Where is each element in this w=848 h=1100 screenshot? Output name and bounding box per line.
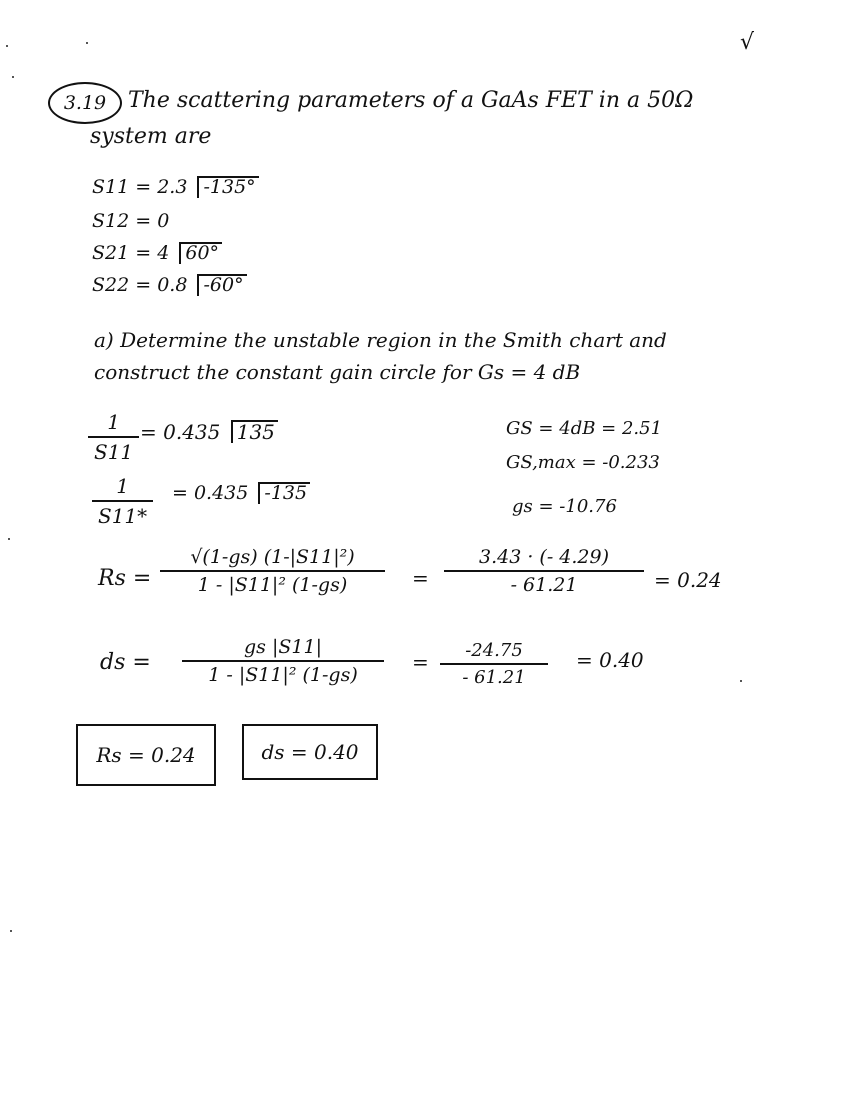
fraction-bar [440, 663, 548, 665]
fraction-bar [88, 436, 139, 438]
s11-row [92, 176, 259, 198]
inv-s11-conj-fraction [92, 474, 153, 528]
inv-s11-value-row [140, 420, 278, 444]
gs-norm-line: gs = -10.76 [512, 496, 617, 517]
rs-denominator: 1 - |S11|² (1-gs) [197, 574, 348, 596]
inv-s11-value: = 0.435 [140, 420, 221, 444]
fraction-bar [92, 500, 153, 502]
rs-result: = 0.24 [654, 568, 722, 592]
s22-value: = 0.8 [135, 274, 188, 296]
scan-speck [6, 45, 8, 47]
s22-label: S22 [92, 274, 130, 296]
s11-value: = 2.3 [135, 176, 188, 198]
ds-numeric-num: -24.75 [465, 640, 523, 661]
intro-line-2: system are [90, 124, 212, 149]
intro-line-1: The scattering parameters of a GaAs FET in a 50Ω [128, 88, 694, 113]
inv-s11-den: S11 [94, 440, 134, 464]
ds-fraction [182, 636, 384, 686]
ds-numeric-fraction [440, 640, 548, 688]
inv-s11-num: 1 [107, 410, 120, 434]
ds-denominator: 1 - |S11|² (1-gs) [208, 664, 358, 686]
s12-label: S12 [92, 210, 130, 232]
inv-s11-conj-value: = 0.435 [172, 482, 249, 504]
gs-max-line: GS,max = -0.233 [506, 452, 660, 473]
s12-value: = 0 [135, 210, 170, 232]
ds-equals: = [412, 650, 429, 674]
s22-row [92, 274, 247, 296]
s21-angle: 60° [179, 242, 222, 264]
s12-row [92, 210, 169, 232]
s11-label: S11 [92, 176, 130, 198]
inv-s11-conj-num: 1 [116, 474, 129, 498]
gs-line: GS = 4dB = 2.51 [506, 418, 663, 439]
answer-rs-box: Rs = 0.24 [76, 724, 216, 786]
ds-numeric-den: - 61.21 [462, 667, 526, 688]
fraction-bar [444, 570, 644, 572]
rs-numeric-fraction [444, 546, 644, 596]
answer-ds-box: ds = 0.40 [242, 724, 378, 780]
ds-result: = 0.40 [576, 648, 644, 672]
inv-s11-conj-angle: -135 [258, 482, 310, 504]
s11-angle: -135° [197, 176, 258, 198]
part-a-line-2: construct the constant gain circle for Gs = 4 dB [94, 360, 581, 384]
fraction-bar [160, 570, 385, 572]
inv-s11-conj-den: S11* [98, 504, 148, 528]
ds-numerator: gs |S11| [244, 636, 322, 658]
s21-row [92, 242, 222, 264]
ds-lhs: ds = [100, 650, 151, 675]
inv-s11-conj-value-row [172, 482, 310, 504]
fraction-bar [182, 660, 384, 662]
scan-speck [8, 538, 10, 540]
scan-speck [86, 42, 88, 44]
s22-angle: -60° [197, 274, 246, 296]
scan-speck [740, 680, 742, 682]
rs-fraction [160, 546, 385, 596]
problem-number: 3.19 [48, 82, 122, 124]
s21-value: = 4 [135, 242, 170, 264]
rs-numerator: √(1-gs) (1-|S11|²) [190, 546, 355, 568]
inv-s11-fraction [88, 410, 139, 464]
part-a-line-1: a) Determine the unstable region in the Smith chart and [94, 328, 667, 352]
rs-numeric-den: - 61.21 [510, 574, 578, 596]
scan-speck [10, 930, 12, 932]
rs-lhs: Rs = [98, 566, 152, 591]
rs-equals: = [412, 566, 429, 590]
s21-label: S21 [92, 242, 130, 264]
scan-speck [12, 76, 14, 78]
rs-numeric-num: 3.43 · (- 4.29) [478, 546, 609, 568]
check-mark: √ [740, 30, 755, 55]
inv-s11-angle: 135 [231, 420, 278, 443]
